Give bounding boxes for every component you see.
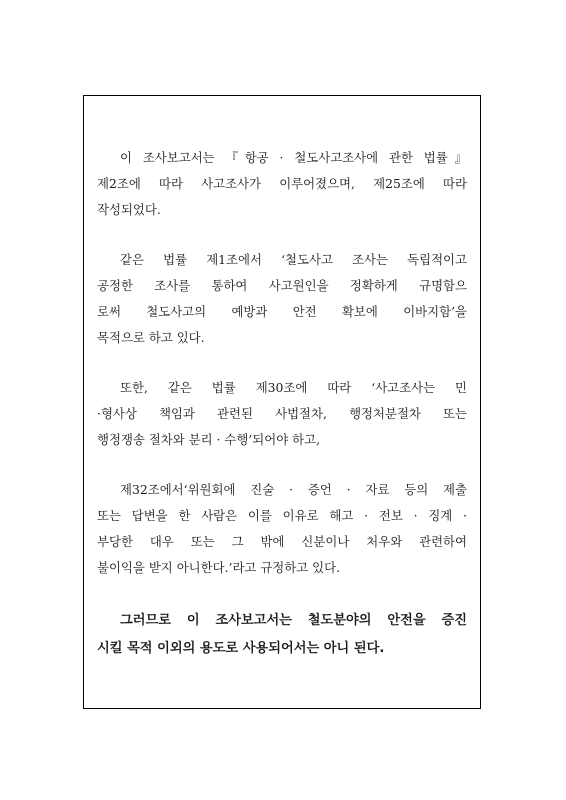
paragraph-line: 같은 법률 제1조에서 ‘철도사고 조사는 독립적이고 xyxy=(120,252,467,267)
paragraph-line: 작성되었다. xyxy=(97,202,161,217)
paragraph-line: 불이익을 받지 아니한다.’라고 규정하고 있다. xyxy=(97,560,341,575)
paragraph-line: 제2조에 따라 사고조사가 이루어졌으며, 제25조에 따라 xyxy=(97,176,467,191)
paragraph-line: 제32조에서‘위원회에 진술 · 증언 · 자료 등의 제출 xyxy=(120,482,467,497)
notice-box xyxy=(83,95,481,709)
paragraph-usage-restriction xyxy=(84,607,480,663)
paragraph-separation xyxy=(84,375,480,453)
paragraph-line: ·형사상 책임과 관련된 사법절차, 행정처분절차 또는 xyxy=(97,406,467,421)
paragraph-line: 목적으로 하고 있다. xyxy=(97,330,205,345)
paragraph-protection xyxy=(84,477,480,581)
paragraph-line: 로써 철도사고의 예방과 안전 확보에 이바지함’을 xyxy=(97,304,467,319)
emphasis-line: 그러므로 이 조사보고서는 철도분야의 안전을 증진 xyxy=(120,613,467,628)
paragraph-line: 부당한 대우 또는 그 밖에 신분이나 처우와 관련하여 xyxy=(97,534,467,549)
paragraph-line: 또한, 같은 법률 제30조에 따라 ‘사고조사는 민 xyxy=(120,380,467,395)
paragraph-line: 행정쟁송 절차와 분리 · 수행’되어야 하고, xyxy=(97,432,321,447)
paragraph-legal-basis xyxy=(84,145,480,223)
paragraph-line: 공정한 조사를 통하여 사고원인을 정확하게 규명함으 xyxy=(97,278,467,293)
paragraph-line: 이 조사보고서는 『항공 · 철도사고조사에 관한 법률』 xyxy=(120,150,467,165)
paragraph-line: 또는 답변을 한 사람은 이를 이유로 해고 · 전보 · 징계 · xyxy=(97,508,467,523)
emphasis-line: 시킬 목적 이외의 용도로 사용되어서는 아니 된다. xyxy=(97,641,385,656)
paragraph-purpose xyxy=(84,247,480,351)
